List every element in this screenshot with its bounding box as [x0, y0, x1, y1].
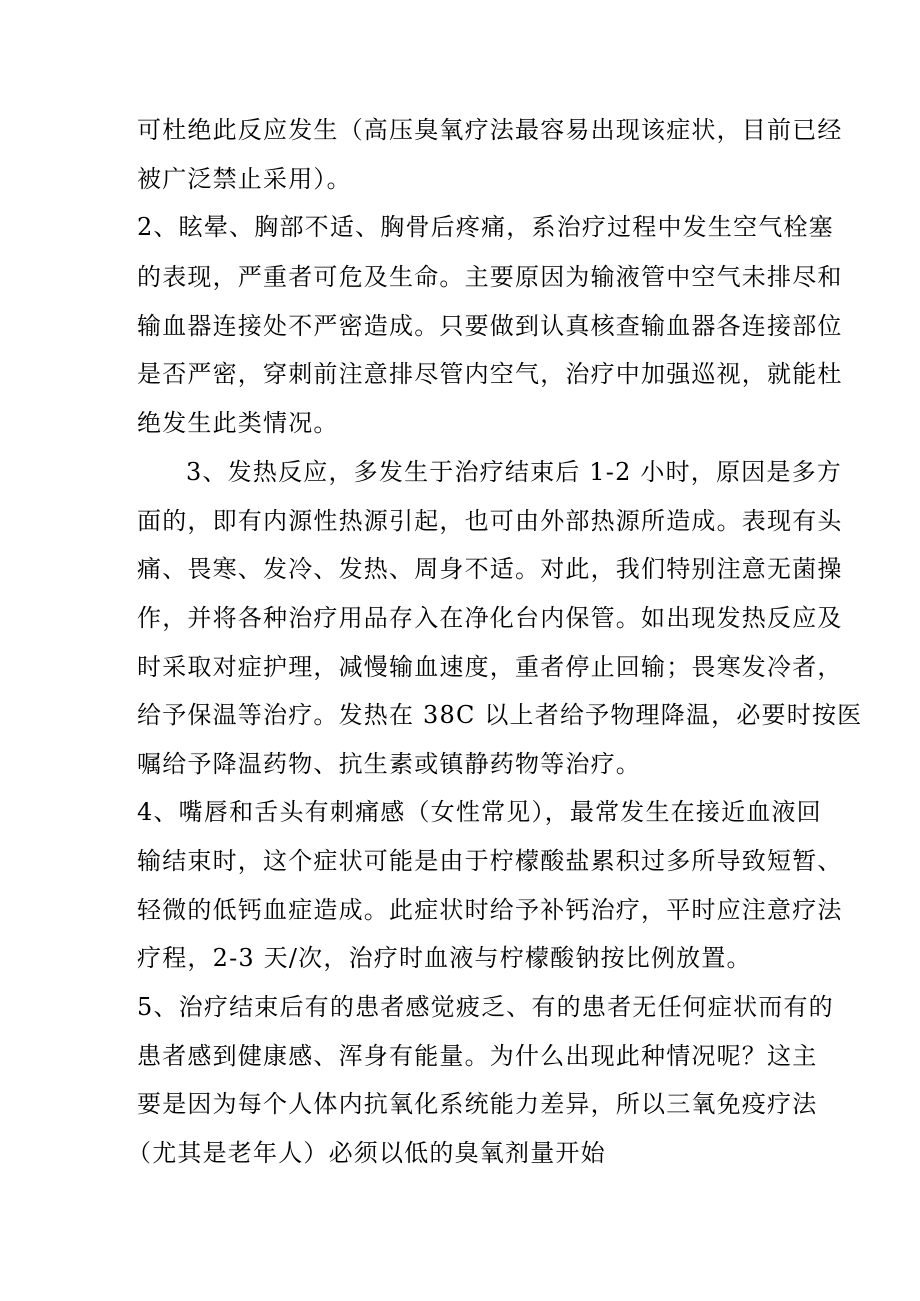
text-line: 5、治疗结束后有的患者感觉疲乏、有的患者无任何症状而有的 — [137, 993, 834, 1021]
text-line: 时采取对症护理，减慢输血速度，重者停止回输；畏寒发冷者， — [137, 653, 843, 681]
text-line: 2、眩晕、胸部不适、胸骨后疼痛，系治疗过程中发生空气栓塞 — [137, 213, 834, 241]
text-line: 痛、畏寒、发冷、发热、周身不适。对此，我们特别注意无菌操 — [137, 555, 843, 583]
text-line: 3、发热反应，多发生于治疗结束后 1-2 小时，原因是多方 — [186, 458, 842, 486]
text-line: 输血器连接处不严密造成。只要做到认真核查输血器各连接部位 — [137, 312, 843, 340]
text-line: 输结束时，这个症状可能是由于柠檬酸盐累积过多所导致短暂、 — [137, 847, 843, 875]
text-line: 疗程，2-3 天/次，治疗时血液与柠檬酸钠按比例放置。 — [137, 944, 752, 972]
text-line: 绝发生此类情况。 — [137, 409, 339, 437]
text-line: 被广泛禁止采用）。 — [137, 165, 352, 193]
text-line: 可杜绝此反应发生（高压臭氧疗法最容易出现该症状，目前已经 — [137, 116, 843, 144]
text-line: 轻微的低钙血症造成。此症状时给予补钙治疗，平时应注意疗法 — [137, 896, 843, 924]
text-line: 给予保温等治疗。发热在 38C 以上者给予物理降温，必要时按医 — [137, 701, 863, 729]
text-line: 的表现，严重者可危及生命。主要原因为输液管中空气未排尽和 — [137, 263, 843, 291]
text-line: 4、嘴唇和舌头有刺痛感（女性常见），最常发生在接近血液回 — [137, 798, 822, 826]
text-line: 是否严密，穿刺前注意排尽管内空气，治疗中加强巡视，就能杜 — [137, 360, 843, 388]
text-line: 患者感到健康感、浑身有能量。为什么出现此种情况呢？这主 — [137, 1042, 818, 1070]
text-line: 作，并将各种治疗用品存入在净化台内保管。如出现发热反应及 — [137, 604, 843, 632]
text-line: 要是因为每个人体内抗氧化系统能力差异，所以三氧免疫疗法 — [137, 1090, 818, 1118]
text-line: （尤其是老年人）必须以低的臭氧剂量开始 — [127, 1139, 606, 1167]
text-line: 嘱给予降温药物、抗生素或镇静药物等治疗。 — [137, 750, 641, 778]
text-line: 面的，即有内源性热源引起，也可由外部热源所造成。表现有头 — [137, 507, 843, 535]
